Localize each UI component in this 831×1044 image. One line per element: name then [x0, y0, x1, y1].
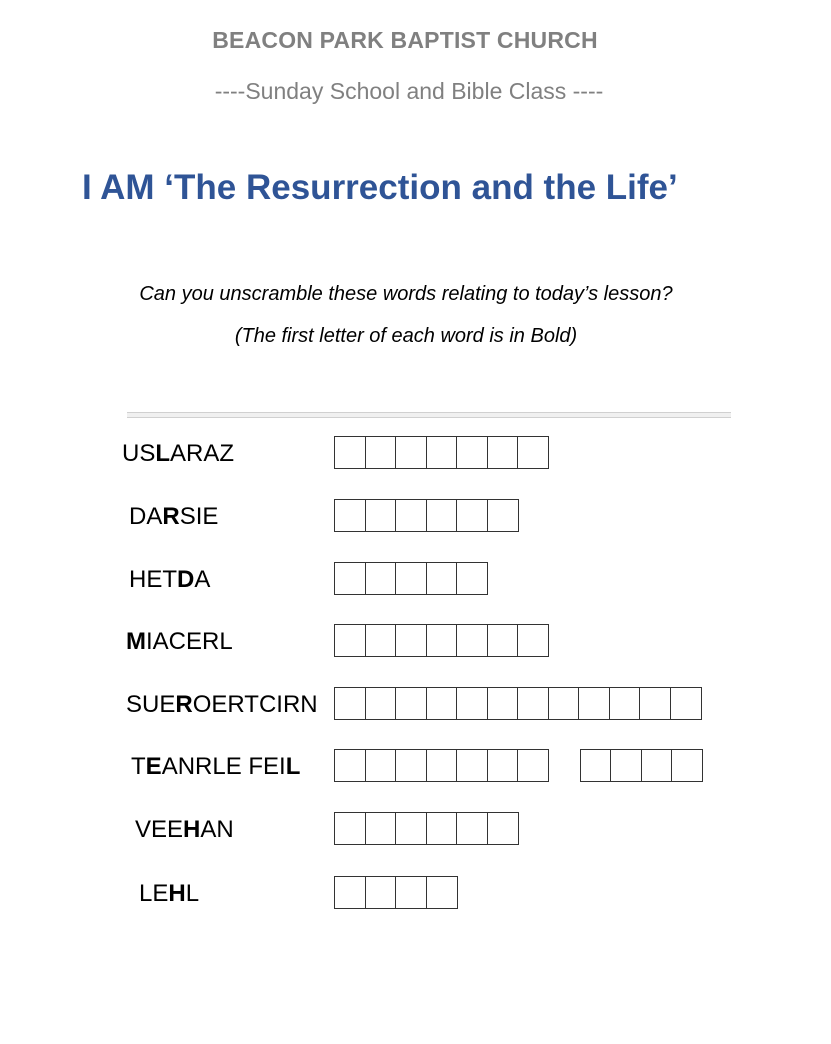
puzzle-row: [0, 562, 831, 596]
letter-box[interactable]: [639, 687, 671, 720]
letter-box[interactable]: [365, 876, 397, 909]
puzzle-row: [0, 624, 831, 658]
word-fragment: SIE: [179, 503, 219, 530]
letter-box[interactable]: [365, 624, 397, 657]
letter-box[interactable]: [580, 749, 612, 782]
scrambled-word: [131, 753, 300, 781]
scrambled-word: [139, 880, 199, 908]
letter-box[interactable]: [334, 624, 366, 657]
answer-boxes: [334, 624, 548, 657]
letter-box[interactable]: [426, 436, 458, 469]
letter-box[interactable]: [487, 436, 519, 469]
letter-box[interactable]: [487, 749, 519, 782]
scrambled-word: [126, 628, 233, 656]
bold-first-letter: H: [168, 880, 186, 907]
scrambled-word: [129, 566, 210, 594]
puzzle-row: [0, 812, 831, 846]
word-fragment: ANRLE FEI: [161, 753, 286, 780]
puzzle-row: [0, 876, 831, 910]
letter-box[interactable]: [334, 876, 366, 909]
scrambled-word: [126, 691, 318, 719]
word-fragment: AN: [200, 816, 234, 843]
letter-box[interactable]: [395, 562, 427, 595]
letter-box[interactable]: [334, 562, 366, 595]
answer-boxes: [334, 562, 487, 595]
letter-box[interactable]: [426, 562, 458, 595]
letter-box[interactable]: [365, 812, 397, 845]
instruction-line-1: Can you unscramble these words relating to today’s lesson?: [139, 283, 673, 305]
letter-box[interactable]: [641, 749, 673, 782]
letter-box[interactable]: [487, 499, 519, 532]
letter-box[interactable]: [426, 687, 458, 720]
letter-box[interactable]: [365, 436, 397, 469]
letter-box[interactable]: [456, 562, 488, 595]
letter-box[interactable]: [395, 436, 427, 469]
word-fragment: IACERL: [146, 628, 233, 655]
scrambled-word: [135, 816, 234, 844]
letter-box[interactable]: [365, 499, 397, 532]
letter-box[interactable]: [334, 812, 366, 845]
answer-boxes: [334, 436, 548, 469]
letter-box[interactable]: [487, 624, 519, 657]
letter-box[interactable]: [334, 499, 366, 532]
letter-box[interactable]: [365, 749, 397, 782]
word-fragment: T: [131, 753, 146, 780]
letter-box[interactable]: [334, 436, 366, 469]
letter-box[interactable]: [456, 624, 488, 657]
bold-first-letter: M: [126, 628, 146, 655]
letter-box[interactable]: [610, 749, 642, 782]
answer-boxes: [334, 876, 456, 909]
letter-box[interactable]: [517, 436, 549, 469]
letter-box[interactable]: [395, 812, 427, 845]
letter-box[interactable]: [517, 687, 549, 720]
word-fragment: A: [194, 566, 211, 593]
word-fragment: ARAZ: [170, 440, 235, 467]
bold-first-letter: E: [145, 753, 162, 780]
answer-boxes: [334, 499, 517, 532]
letter-box[interactable]: [609, 687, 641, 720]
word-fragment: US: [122, 440, 156, 467]
letter-box[interactable]: [671, 749, 703, 782]
word-fragment: L: [185, 880, 200, 907]
puzzle-row: [0, 436, 831, 470]
letter-box[interactable]: [395, 687, 427, 720]
answer-boxes: [334, 749, 702, 782]
letter-box[interactable]: [426, 624, 458, 657]
scrambled-word: [122, 440, 234, 468]
letter-box[interactable]: [426, 499, 458, 532]
scrambled-word: [129, 503, 218, 531]
word-fragment: LE: [139, 880, 169, 907]
letter-box[interactable]: [426, 812, 458, 845]
letter-box[interactable]: [426, 749, 458, 782]
puzzle-row: [0, 687, 831, 721]
puzzle-row: [0, 749, 831, 783]
letter-box[interactable]: [456, 812, 488, 845]
letter-box[interactable]: [670, 687, 702, 720]
letter-box[interactable]: [395, 876, 427, 909]
letter-box[interactable]: [548, 687, 580, 720]
letter-box[interactable]: [517, 624, 549, 657]
letter-box[interactable]: [395, 624, 427, 657]
word-fragment: VEE: [135, 816, 184, 843]
puzzle-row: [0, 499, 831, 533]
word-fragment: OERTCIRN: [192, 691, 318, 718]
letter-box[interactable]: [517, 749, 549, 782]
bold-first-letter: L: [155, 440, 171, 467]
bold-first-letter: R: [175, 691, 193, 718]
letter-box[interactable]: [426, 876, 458, 909]
letter-box[interactable]: [365, 562, 397, 595]
letter-box[interactable]: [578, 687, 610, 720]
letter-box[interactable]: [487, 812, 519, 845]
bold-first-letter: R: [162, 503, 180, 530]
class-subtitle: ----Sunday School and Bible Class ----: [214, 78, 604, 104]
word-fragment: DA: [129, 503, 163, 530]
letter-box[interactable]: [456, 436, 488, 469]
letter-box[interactable]: [395, 749, 427, 782]
letter-box[interactable]: [334, 687, 366, 720]
instruction-line-2: (The first letter of each word is in Bold): [234, 325, 578, 347]
answer-boxes: [334, 812, 517, 845]
bold-first-letter: H: [183, 816, 201, 843]
bold-first-letter: D: [177, 566, 195, 593]
letter-box[interactable]: [334, 749, 366, 782]
letter-box[interactable]: [395, 499, 427, 532]
answer-boxes: [334, 687, 700, 720]
letter-box[interactable]: [456, 687, 488, 720]
church-name: BEACON PARK BAPTIST CHURCH: [212, 27, 598, 53]
word-gap: [548, 749, 580, 782]
word-fragment: HET: [129, 566, 177, 593]
word-fragment: SUE: [126, 691, 176, 718]
letter-box[interactable]: [365, 687, 397, 720]
letter-box[interactable]: [487, 687, 519, 720]
letter-box[interactable]: [456, 499, 488, 532]
bold-first-letter: L: [285, 753, 301, 780]
lesson-title: I AM ‘The Resurrection and the Life’: [82, 168, 678, 207]
divider: [127, 412, 731, 418]
letter-box[interactable]: [456, 749, 488, 782]
